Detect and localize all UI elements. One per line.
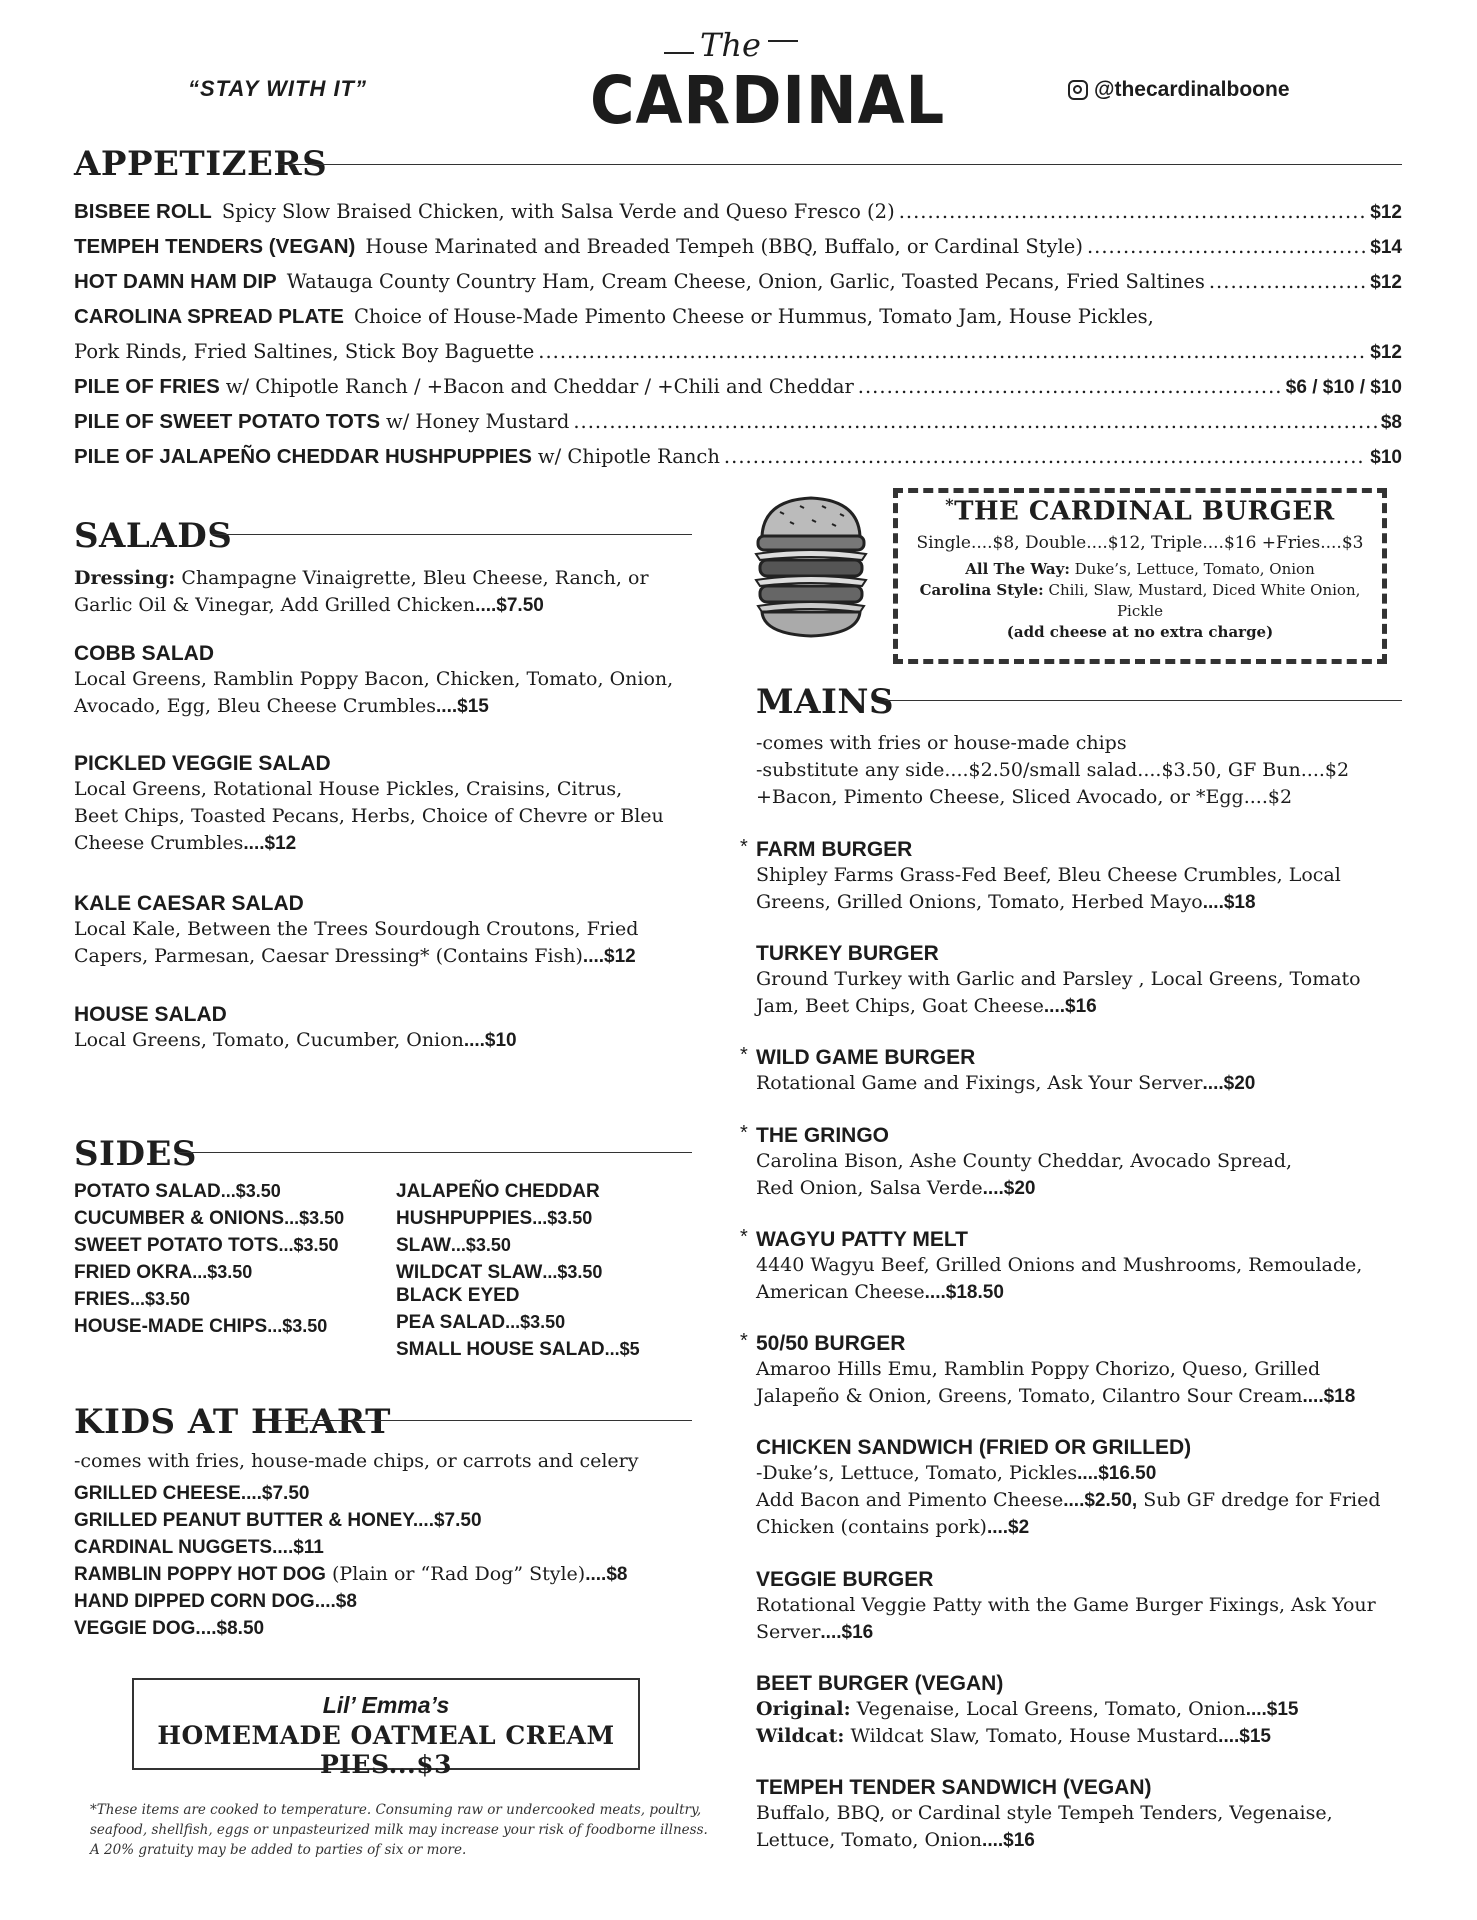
sides-rule: [178, 1152, 692, 1153]
main-item: THE GRINGO Carolina Bison, Ashe County Cheddar, Avocado Spread, Red Onion, Salsa Verde....$20: [756, 1124, 1293, 1199]
side-item: BLACK EYED: [396, 1285, 520, 1306]
main-item-chicken-sandwich: CHICKEN SANDWICH (FRIED OR GRILLED) -Duke’s, Lettuce, Tomato, Pickles....$16.50 Add Bacon and Pimento Cheese....$2.50, Sub GF dredge for Fried Chicken (contains pork)....$2: [756, 1436, 1381, 1538]
kids-note: -comes with fries, house-made chips, or carrots and celery: [74, 1450, 639, 1472]
sides-title: SIDES: [74, 1134, 197, 1174]
side-item: HOUSE-MADE CHIPS...$3.50: [74, 1316, 328, 1337]
kids-title: KIDS AT HEART: [74, 1402, 391, 1442]
main-item-veggie-burger: VEGGIE BURGER Rotational Veggie Patty with the Game Burger Fixings, Ask Your Server....$16: [756, 1568, 1376, 1643]
logo-dash-left: [664, 52, 694, 54]
temperature-star: *: [740, 1122, 748, 1144]
kids-item: VEGGIE DOG....$8.50: [74, 1618, 265, 1639]
burger-styles: All The Way: Duke’s, Lettuce, Tomato, Onion Carolina Style: Chili, Slaw, Mustard, Diced White Onion, Pickle (add cheese at no extra charge): [919, 559, 1361, 641]
pie-title: HOMEMADE OATMEAL CREAM PIES...$3: [157, 1721, 615, 1779]
salad-item: HOUSE SALAD Local Greens, Tomato, Cucumber, Onion....$10: [74, 1003, 517, 1051]
appetizer-item: TEMPEH TENDERS (VEGAN) House Marinated and Breaded Tempeh (BBQ, Buffalo, or Cardinal Style) ..... $14: [74, 235, 1402, 259]
tagline: “STAY WITH IT”: [188, 76, 367, 101]
appetizer-item: PILE OF SWEET POTATO TOTS w/ Honey Mustard ..... $8: [74, 410, 1402, 434]
appetizers-title: APPETIZERS: [74, 144, 328, 184]
kids-rule: [274, 1420, 692, 1421]
logo-the: The: [700, 26, 761, 64]
appetizer-item-cont: Pork Rinds, Fried Saltines, Stick Boy Baguette ..... $12: [74, 340, 1402, 364]
kids-item: HAND DIPPED CORN DOG....$8: [74, 1591, 357, 1612]
main-item: WAGYU PATTY MELT 4440 Wagyu Beef, Grilled Onions and Mushrooms, Remoulade, American Cheese....$18.50: [756, 1228, 1363, 1303]
temperature-star: *: [740, 1044, 748, 1066]
mains-rule: [884, 700, 1402, 701]
side-item: SWEET POTATO TOTS...$3.50: [74, 1235, 339, 1256]
sides-col-2: [396, 1178, 706, 1363]
main-item: TURKEY BURGER Ground Turkey with Garlic and Parsley , Local Greens, Tomato Jam, Beet Chips, Goat Cheese....$16: [756, 942, 1361, 1017]
appetizer-item: CAROLINA SPREAD PLATE Choice of House-Made Pimento Cheese or Hummus, Tomato Jam, House Pickles,: [74, 305, 1154, 328]
side-item: FRIES...$3.50: [74, 1289, 190, 1310]
side-item: PEA SALAD...$3.50: [396, 1312, 566, 1333]
temperature-star: *: [740, 1226, 748, 1248]
temperature-star: *: [740, 836, 748, 858]
temperature-star: *: [740, 1330, 748, 1352]
oatmeal-cream-pie-box: [132, 1678, 640, 1779]
instagram-text: @thecardinalboone: [1094, 78, 1290, 101]
logo-dash-right: [768, 40, 798, 42]
main-item-tempeh-sandwich: TEMPEH TENDER SANDWICH (VEGAN) Buffalo, BBQ, or Cardinal style Tempeh Tenders, Vegenaise, Lettuce, Tomato, Onion....$16: [756, 1776, 1333, 1851]
kids-item: RAMBLIN POPPY HOT DOG (Plain or “Rad Dog” Style)....$8: [74, 1563, 628, 1585]
salads-title: SALADS: [74, 516, 233, 556]
side-item: FRIED OKRA...$3.50: [74, 1262, 253, 1283]
logo-cardinal: CARDINAL: [590, 62, 946, 139]
main-item-beet-burger: BEET BURGER (VEGAN) Original: Vegenaise, Local Greens, Tomato, Onion....$15 Wildcat: Wildcat Slaw, Tomato, House Mustard....$15: [756, 1672, 1299, 1747]
kids-item: GRILLED CHEESE....$7.50: [74, 1483, 310, 1504]
mains-title: MAINS: [756, 682, 895, 722]
burger-illustration: [750, 494, 872, 644]
kids-list: [74, 1480, 694, 1642]
side-item: SMALL HOUSE SALAD...$5: [396, 1339, 640, 1360]
salads-rule: [212, 534, 692, 535]
appetizer-item: HOT DAMN HAM DIP Watauga County Country Ham, Cream Cheese, Onion, Garlic, Toasted Pecans, Fried Saltines ..... $12: [74, 270, 1402, 294]
appetizer-item: PILE OF FRIES w/ Chipotle Ranch / +Bacon and Cheddar / +Chili and Cheddar ..... $6 / $10 / $10: [74, 375, 1402, 399]
pie-brand: Lil’ Emma’s: [322, 1692, 450, 1718]
kids-item: GRILLED PEANUT BUTTER & HONEY....$7.50: [74, 1510, 482, 1531]
salad-item: KALE CAESAR SALAD Local Kale, Between the Trees Sourdough Croutons, Fried Capers, Parmesan, Caesar Dressing* (Contains Fish)....$12: [74, 892, 639, 967]
side-item: POTATO SALAD...$3.50: [74, 1181, 281, 1202]
side-item: JALAPEÑO CHEDDAR: [396, 1181, 600, 1202]
footnote: *These items are cooked to temperature. Consuming raw or undercooked meats, poultry, seafood, shellfish, eggs or unpasteurized milk may increase your risk of foodborne illness. A 20% gratuity may be added to parties of six or more.: [90, 1802, 708, 1858]
side-item: CUCUMBER & ONIONS...$3.50: [74, 1208, 345, 1229]
appetizer-item: PILE OF JALAPEÑO CHEDDAR HUSHPUPPIES w/ Chipotle Ranch ..... $10: [74, 445, 1402, 469]
side-item: WILDCAT SLAW...$3.50: [396, 1262, 603, 1283]
main-item: WILD GAME BURGER Rotational Game and Fixings, Ask Your Server....$20: [756, 1046, 1256, 1094]
dressing-info: Dressing: Champagne Vinaigrette, Bleu Cheese, Ranch, or Garlic Oil & Vinegar, Add Grilled Chicken....$7.50: [74, 567, 649, 616]
cardinal-burger-box: [893, 488, 1387, 664]
main-item: 50/50 BURGER Amaroo Hills Emu, Ramblin Poppy Chorizo, Queso, Grilled Jalapeño & Onion, Greens, Tomato, Cilantro Sour Cream....$18: [756, 1332, 1356, 1407]
instagram-icon: [1068, 80, 1088, 100]
burger-title: *THE CARDINAL BURGER: [945, 495, 1335, 527]
mains-notes: -comes with fries or house-made chips -substitute any side....$2.50/small salad....$3.50, GF Bun....$2 +Bacon, Pimento Cheese, Sliced Avocado, or *Egg....$2: [756, 732, 1350, 808]
kids-item: CARDINAL NUGGETS....$11: [74, 1537, 324, 1558]
burger-prices: Single....$8, Double....$12, Triple....$16 +Fries....$3: [916, 532, 1364, 553]
side-item: HUSHPUPPIES...$3.50: [396, 1208, 593, 1229]
sides-col-1: [74, 1178, 384, 1340]
side-item: SLAW...$3.50: [396, 1235, 511, 1256]
main-item: FARM BURGER Shipley Farms Grass-Fed Beef, Bleu Cheese Crumbles, Local Greens, Grilled Onions, Tomato, Herbed Mayo....$18: [756, 838, 1341, 913]
appetizer-item: BISBEE ROLL Spicy Slow Braised Chicken, with Salsa Verde and Queso Fresco (2) ..... $12: [74, 200, 1402, 224]
salad-item: COBB SALAD Local Greens, Ramblin Poppy Bacon, Chicken, Tomato, Onion, Avocado, Egg, Bleu Cheese Crumbles....$15: [74, 642, 674, 717]
instagram-handle[interactable]: [1068, 78, 1290, 102]
salad-item: PICKLED VEGGIE SALAD Local Greens, Rotational House Pickles, Craisins, Citrus, Beet Chips, Toasted Pecans, Herbs, Choice of Chevre or Bleu Cheese Crumbles....$12: [74, 752, 664, 854]
appetizers-rule: [280, 164, 1402, 165]
